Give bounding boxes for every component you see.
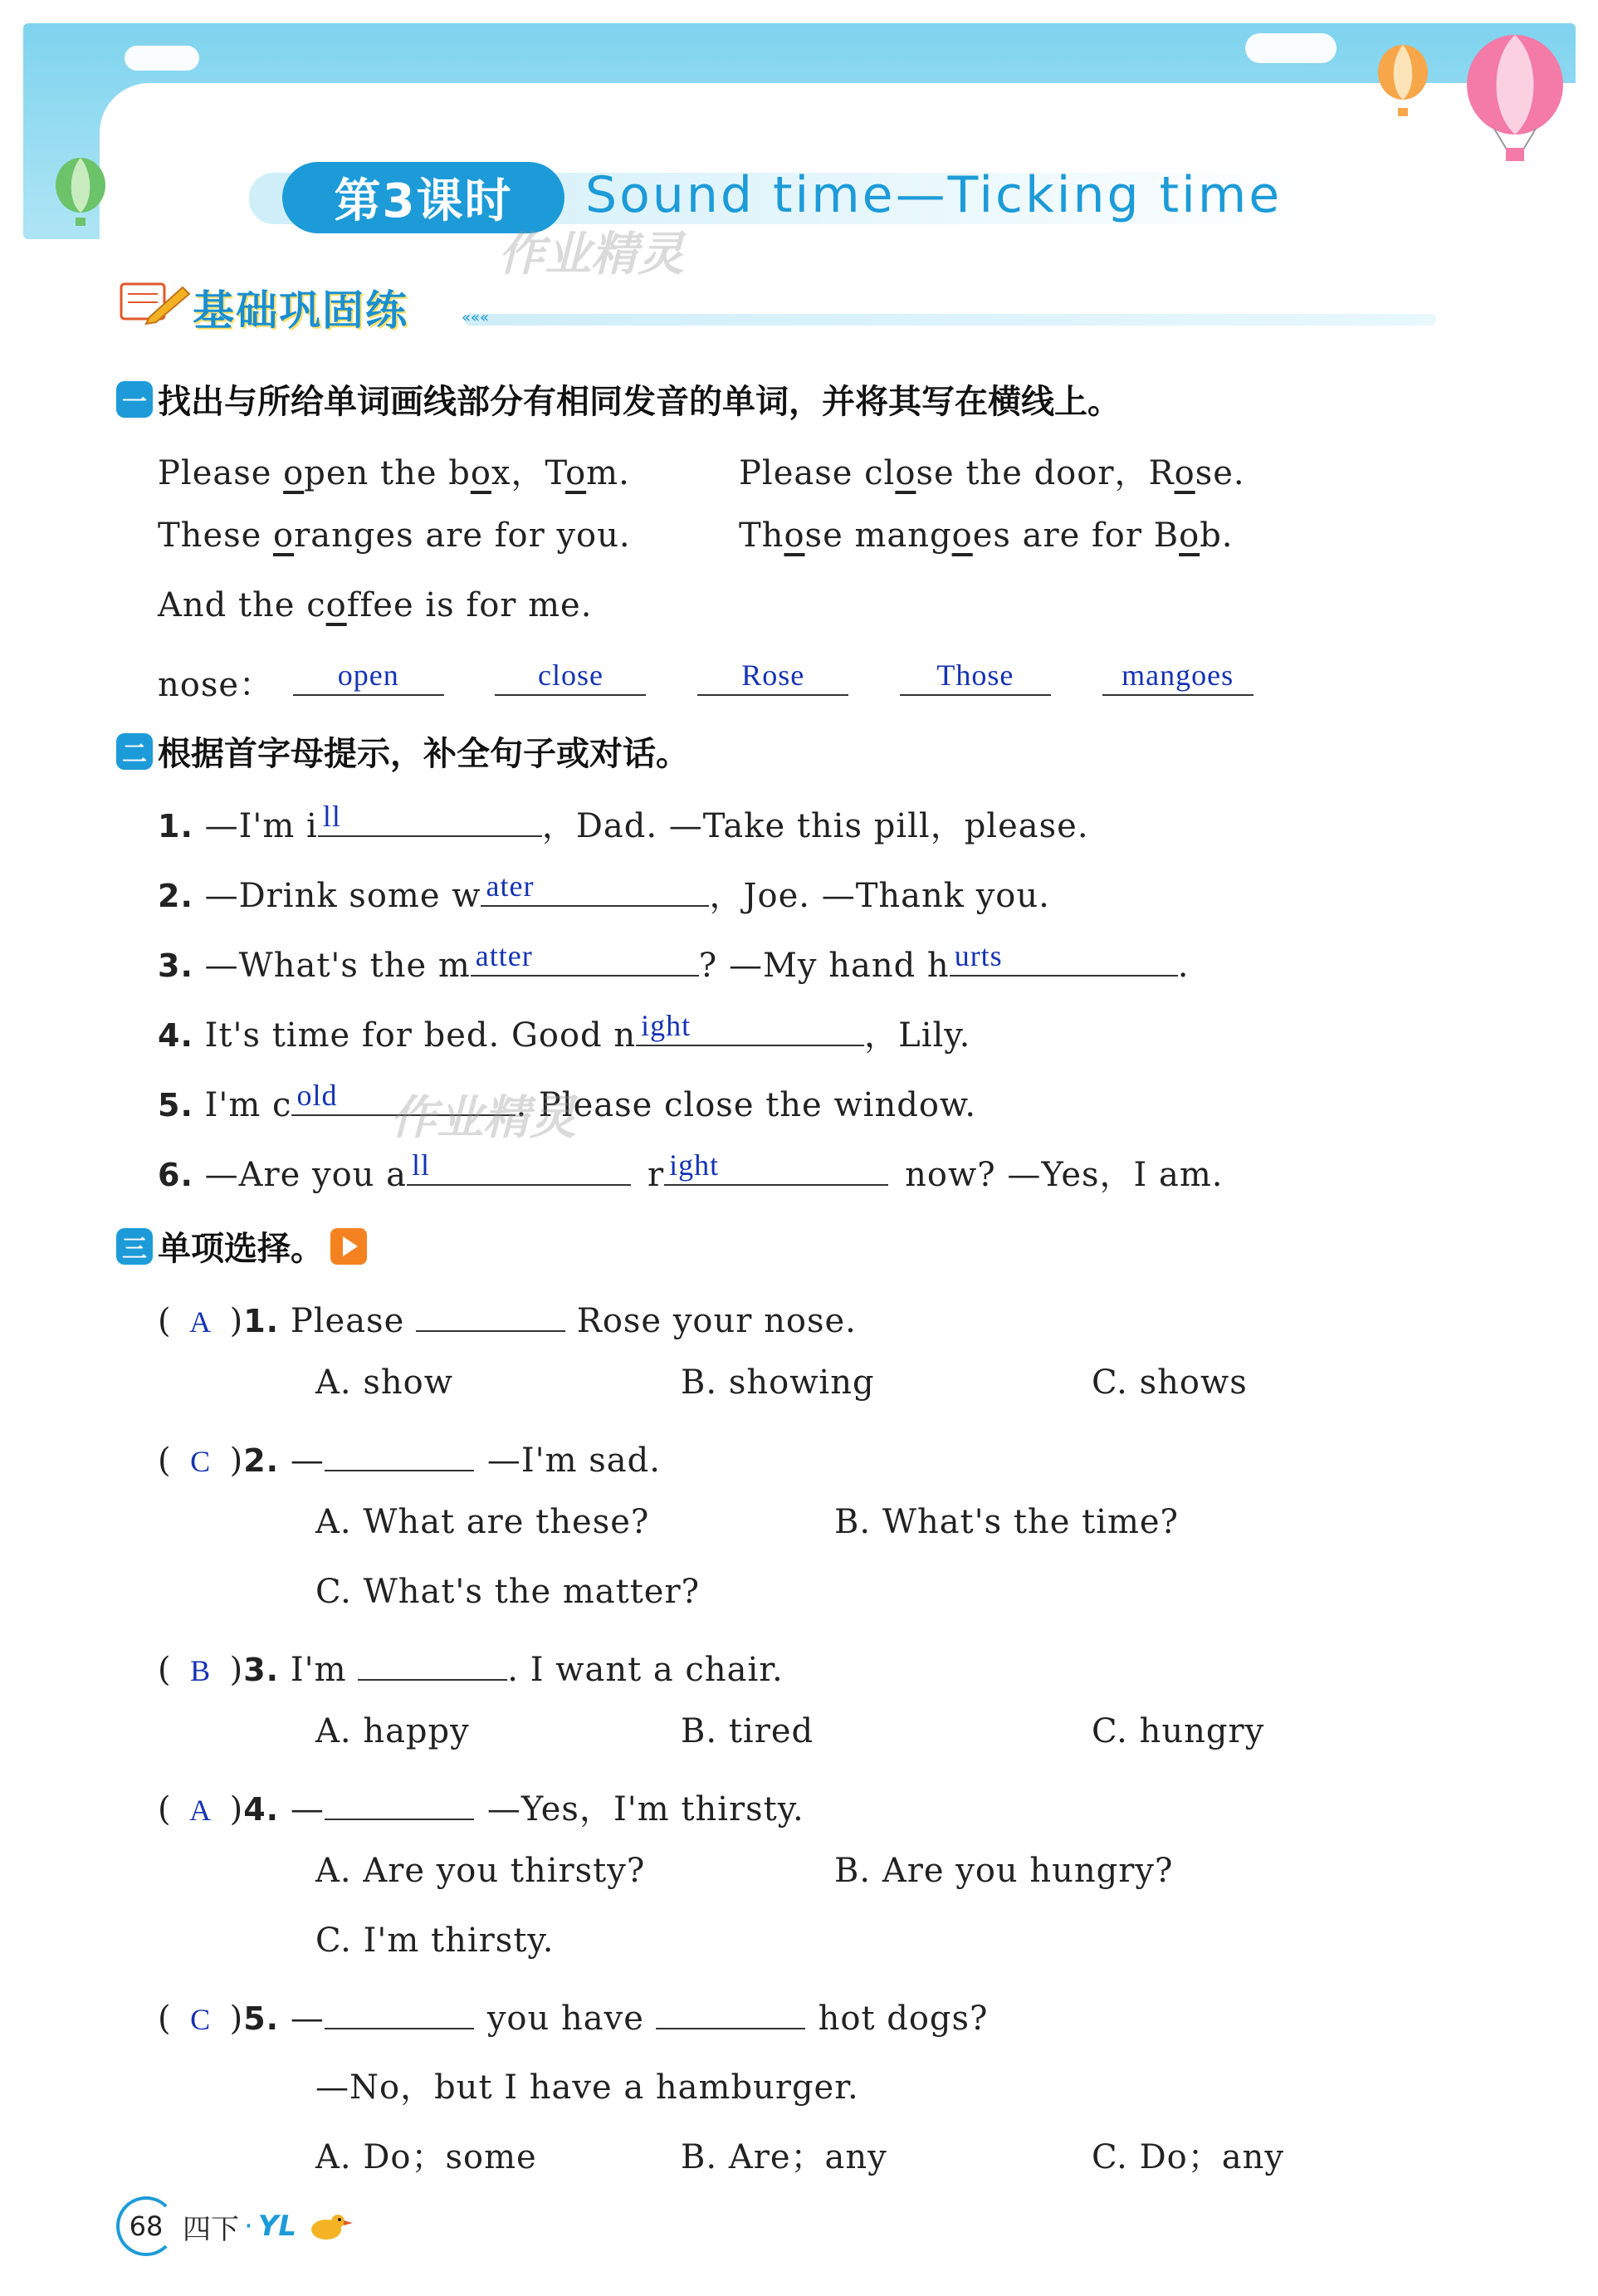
chevron-icon: ««« [462, 309, 490, 326]
sentence: Please close the door，Rose. [739, 454, 1245, 492]
item-text: I'm c [204, 1086, 292, 1124]
item-text: — [290, 1790, 325, 1828]
separator-dot: · [244, 2210, 253, 2243]
lesson-label: 第3课时 [282, 162, 564, 233]
mc-item: ( A )1. Please Rose your nose. [158, 1294, 857, 1340]
balloon-icon [1461, 33, 1569, 166]
cloud-decoration [1245, 33, 1337, 63]
item-text: . [1177, 947, 1190, 985]
item-text: —I'm sad. [486, 1442, 661, 1480]
item-text: —Yes，I'm thirsty. [486, 1790, 804, 1828]
item-number: 4. [158, 1017, 193, 1054]
mc-item: ( C )5. — you have hot dogs? [158, 1991, 989, 2038]
question-instruction: 单项选择。 [158, 1230, 324, 1268]
answer-blank[interactable] [318, 799, 542, 837]
item-number: 6. [158, 1157, 193, 1193]
item-text: — [290, 1442, 325, 1480]
answer-text: Rose [741, 658, 805, 692]
section-divider [465, 314, 1436, 326]
fill-item [158, 1148, 1224, 1196]
answer-text: Those [936, 658, 1014, 692]
item-text: . Please close the window. [516, 1086, 977, 1124]
sentence: And the coffee is for me. [158, 586, 593, 624]
item-text: I'm [290, 1651, 347, 1689]
cloud-decoration [125, 46, 199, 71]
item-text: r [648, 1156, 665, 1194]
question-number: 二 [116, 733, 153, 770]
option-c[interactable]: C. What's the matter? [315, 1573, 701, 1611]
option-c[interactable]: C. I'm thirsty. [315, 1921, 555, 1960]
item-number: 1. [158, 808, 193, 844]
option-a[interactable]: A. show [315, 1363, 453, 1402]
item-text: —What's the m [204, 947, 471, 985]
option-a[interactable]: A. happy [315, 1712, 470, 1750]
item-number: 5. [243, 2000, 280, 2037]
answer-blank[interactable] [325, 1433, 474, 1471]
option-a[interactable]: A. Do；some [315, 2138, 537, 2176]
item-number: 1. [243, 1303, 280, 1339]
answer-text: C [190, 1445, 212, 1478]
balloon-icon [1374, 43, 1432, 122]
question-1-header [116, 375, 1121, 423]
item-text: ，Dad. —Take this pill，please. [541, 807, 1089, 845]
answer-text: A [189, 1794, 213, 1827]
item-text: It's time for bed. Good n [204, 1016, 637, 1055]
fill-item [158, 869, 1050, 917]
answer-blank[interactable] [495, 658, 646, 696]
reply-line: —No，but I have a hamburger. [315, 2068, 859, 2107]
answer-text: open [337, 658, 399, 692]
answer-blank[interactable] [358, 1642, 507, 1681]
option-c[interactable]: C. Do；any [1092, 2138, 1284, 2176]
item-number: 2. [243, 1442, 280, 1479]
item-number: 3. [158, 947, 193, 984]
answer-text: ater [486, 869, 535, 903]
item-text: —Are you a [204, 1156, 408, 1194]
option-c[interactable]: C. hungry [1092, 1712, 1265, 1750]
answer-blank[interactable] [407, 1148, 631, 1186]
answer-blank[interactable] [325, 1991, 474, 2029]
bird-icon [305, 2208, 354, 2245]
answer-blank[interactable] [416, 1294, 565, 1332]
answer-blank[interactable] [900, 658, 1051, 696]
answer-blank[interactable] [636, 1008, 864, 1046]
option-b[interactable]: B. showing [681, 1363, 875, 1402]
question-3-header [116, 1222, 367, 1270]
item-text: you have [486, 2000, 644, 2038]
play-video-icon[interactable] [330, 1228, 367, 1265]
answer-text: ight [669, 1148, 720, 1182]
item-number: 2. [158, 878, 193, 914]
answer-text: C [190, 2003, 212, 2036]
option-b[interactable]: B. tired [681, 1712, 814, 1750]
question-instruction: 找出与所给单词画线部分有相同发音的单词，并将其写在横线上。 [158, 383, 1121, 421]
answer-blank[interactable] [325, 1782, 474, 1820]
item-text: Please [290, 1302, 405, 1340]
item-number: 5. [158, 1087, 193, 1124]
answer-blank[interactable] [293, 658, 444, 696]
answer-text: close [538, 658, 604, 692]
fill-item [158, 938, 1189, 985]
page-footer [116, 2196, 354, 2256]
question-instruction: 根据首字母提示，补全句子或对话。 [158, 735, 689, 773]
page-number: 68 [116, 2196, 176, 2256]
answer-blank[interactable] [697, 658, 848, 696]
option-c[interactable]: C. shows [1092, 1363, 1248, 1402]
sentence: Those mangoes are for Bob. [739, 516, 1234, 555]
item-number: 3. [243, 1652, 280, 1688]
balloon-icon [51, 156, 110, 231]
answer-text: mangoes [1122, 658, 1234, 692]
answer-text: atter [475, 939, 533, 972]
watermark: 作业精灵 [498, 228, 684, 281]
answer-text: ll [322, 800, 341, 833]
answer-blank[interactable] [481, 869, 709, 907]
lesson-title: Sound time—Ticking time [585, 166, 1283, 224]
edition-label: YL [257, 2210, 297, 2243]
option-a[interactable]: A. Are you thirsty? [315, 1852, 646, 1890]
item-text: ，Lily. [864, 1016, 971, 1055]
answer-blank[interactable] [656, 1991, 805, 2029]
watermark: 作业精灵 [390, 1091, 576, 1145]
mc-item: ( A )4. — —Yes，I'm thirsty. [158, 1782, 804, 1830]
answer-text: B [190, 1654, 212, 1687]
fill-item [158, 1008, 970, 1056]
answer-text: A [189, 1305, 213, 1339]
option-a[interactable]: A. What are these? [315, 1503, 650, 1541]
option-b[interactable]: B. Are；any [681, 2138, 887, 2176]
question-number: 三 [116, 1228, 153, 1265]
item-text: —I'm i [204, 807, 318, 845]
answer-blank[interactable] [1102, 658, 1253, 696]
item-text: — [290, 2000, 325, 2038]
pencil-icon [116, 276, 191, 326]
fill-item [158, 799, 1089, 847]
sentence: Please open the box，Tom. [158, 454, 630, 492]
question-2-header [116, 727, 689, 775]
question-number: 一 [116, 381, 153, 418]
answer-blank[interactable] [471, 938, 699, 977]
prompt-word: nose： [158, 666, 274, 704]
answer-text: ight [641, 1009, 691, 1042]
nose-prompt [158, 658, 1253, 706]
answer-text: ll [412, 1148, 431, 1182]
item-text: now? —Yes，I am. [905, 1156, 1224, 1194]
sentence: These oranges are for you. [158, 516, 631, 555]
mc-item: ( B )3. I'm . I want a chair. [158, 1642, 784, 1689]
item-text: hot dogs? [818, 2000, 989, 2038]
item-number: 4. [243, 1791, 280, 1828]
item-text: Rose your nose. [576, 1302, 857, 1340]
option-b[interactable]: B. Are you hungry? [834, 1852, 1174, 1890]
answer-text: old [296, 1079, 338, 1112]
item-text: ? —My hand h [698, 947, 950, 985]
item-text: ，Joe. —Thank you. [709, 877, 1050, 915]
answer-text: urts [954, 939, 1003, 972]
mc-item: ( C )2. — —I'm sad. [158, 1433, 661, 1480]
item-text: . I want a chair. [507, 1651, 784, 1689]
item-text: —Drink some w [204, 877, 481, 915]
answer-blank[interactable] [664, 1148, 888, 1186]
section-title: 基础巩固练 [193, 286, 408, 335]
option-b[interactable]: B. What's the time? [834, 1503, 1179, 1541]
answer-blank[interactable] [950, 938, 1178, 977]
grade-label: 四下 [183, 2212, 239, 2246]
